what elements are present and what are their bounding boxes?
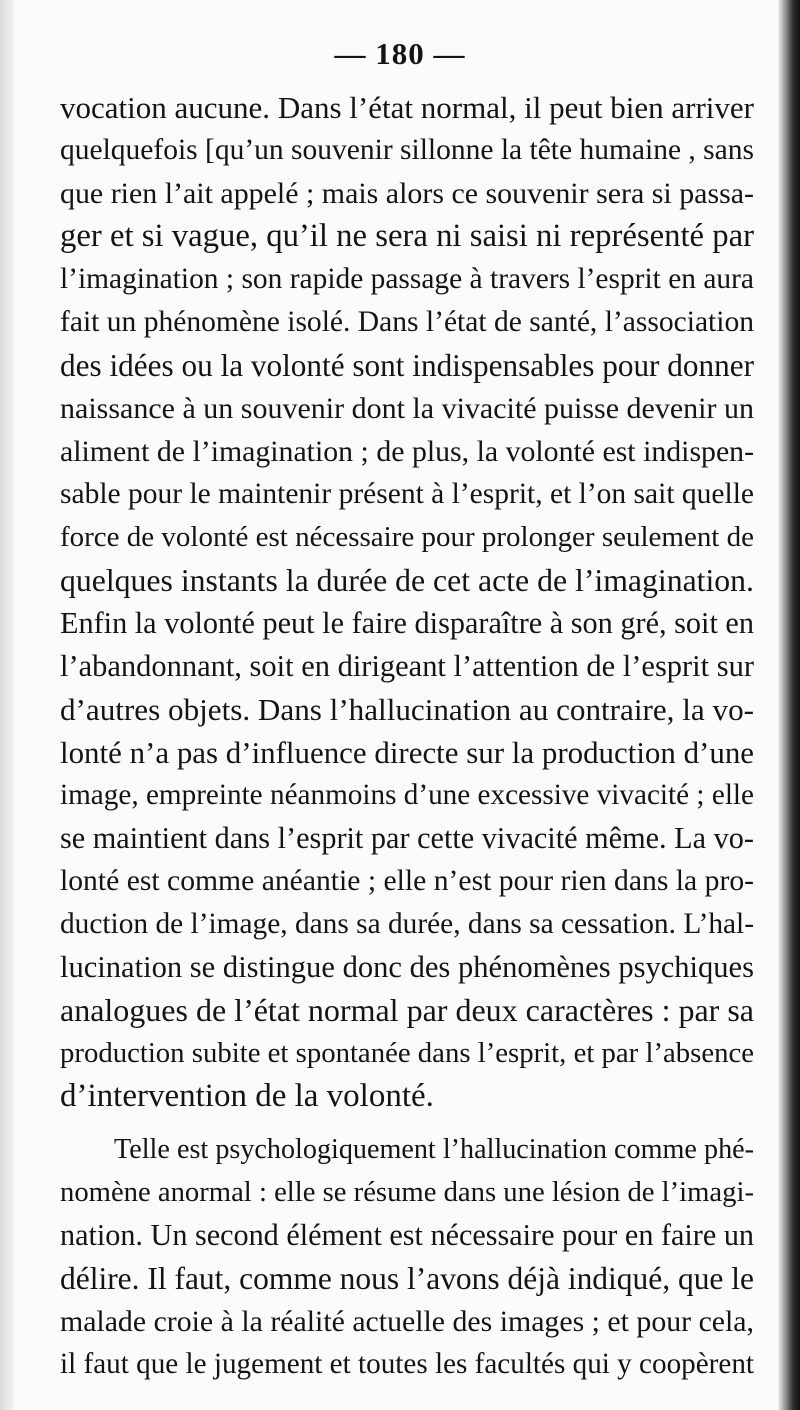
text-line: il faut que le jugement et toutes les facultés qui y coopèrent — [60, 1348, 754, 1380]
paragraph-1 — [60, 86, 754, 1118]
paragraph-2 — [60, 1128, 754, 1386]
page-number: — 180 — — [334, 36, 466, 71]
text-line: nation. Un second élément est nécessaire pour en faire un — [60, 1218, 754, 1252]
text-line: Telle est psychologiquement l’hallucination comme phé- — [114, 1134, 754, 1165]
text-line: l’imagination ; son rapide passage à travers l’esprit en aura — [60, 263, 754, 295]
text-line: quelques instants la durée de cet acte de l’imagination. — [60, 563, 754, 598]
text-line: délire. Il faut, comme nous l’avons déjà indiqué, que le — [60, 1261, 754, 1296]
body-text — [60, 86, 754, 1386]
page-right-shadow — [778, 0, 800, 1410]
text-line: production subite et spontanée dans l’esprit, et par l’absence — [60, 1037, 754, 1069]
text-line: d’intervention de la volonté. — [60, 1078, 434, 1114]
text-line: fait un phénomène isolé. Dans l’état de santé, l’association — [60, 306, 754, 338]
text-line: image, empreinte néanmoins d’une excessive vivacité ; elle — [60, 779, 754, 811]
text-line: nomène anormal : elle se résume dans une lésion de l’imagi- — [60, 1176, 754, 1208]
text-line: duction de l’image, dans sa durée, dans sa cessation. L’hal- — [60, 908, 754, 940]
text-line: sable pour le maintenir présent à l’esprit, et l’on sait quelle — [60, 478, 754, 510]
text-line: force de volonté est nécessaire pour prolonger seulement de — [60, 521, 754, 553]
page-left-shadow — [0, 0, 14, 1410]
text-line: analogues de l’état normal par deux caractères : par sa — [60, 992, 754, 1028]
text-line: aliment de l’imagination ; de plus, la volonté est indispen- — [60, 435, 754, 468]
text-line: l’abandonnant, soit en dirigeant l’attention de l’esprit sur — [60, 649, 754, 683]
text-line: lonté est comme anéantie ; elle n’est pour rien dans la pro- — [60, 865, 754, 897]
text-line: des idées ou la volonté sont indispensables pour donner — [60, 348, 754, 383]
paragraph-gap — [60, 1118, 754, 1128]
text-line: quelquefois [qu’un souvenir sillonne la tête humaine , sans — [60, 134, 754, 166]
text-line: lonté n’a pas d’influence directe sur la production d’une — [60, 735, 754, 770]
text-line: lucination se distingue donc des phénomènes psychiques — [60, 950, 754, 984]
text-line: vocation aucune. Dans l’état normal, il peut bien arriver — [60, 90, 754, 125]
text-line: malade croie à la réalité actuelle des images ; et pour cela, — [60, 1305, 754, 1338]
text-line: se maintient dans l’esprit par cette vivacité même. La vo- — [60, 821, 754, 855]
text-line: d’autres objets. Dans l’hallucination au contraire, la vo- — [60, 692, 754, 727]
text-line: Enfin la volonté peut le faire disparaître à son gré, soit en — [60, 606, 754, 640]
text-line: ger et si vague, qu’il ne sera ni saisi ni représenté par — [60, 218, 754, 254]
text-line: que rien l’ait appelé ; mais alors ce souvenir sera si passa- — [60, 177, 754, 210]
text-line: naissance à un souvenir dont la vivacité puisse devenir un — [60, 392, 754, 425]
